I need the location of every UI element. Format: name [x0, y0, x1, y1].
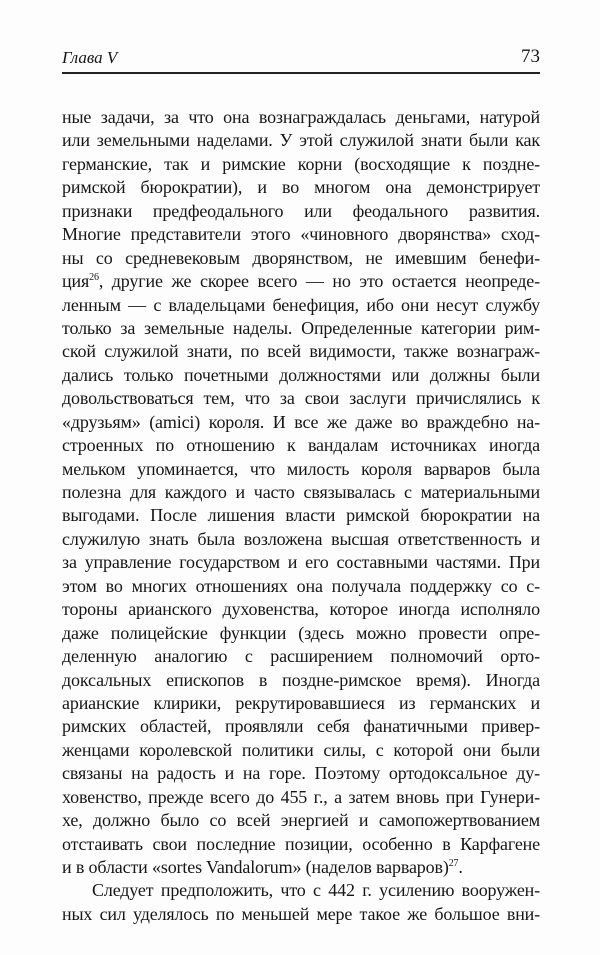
body-text [62, 106, 540, 926]
text-line: ской служилой знати, по всей видимости, также вознаграж- [62, 341, 540, 362]
text-line [62, 270, 540, 293]
text-line: строенных по отношению к вандалам источниках иногда [62, 435, 540, 456]
text-line: мельком упоминается, что милость короля варваров была [62, 458, 540, 479]
text-line: ны со средневековым дворянством, не имевшим бенефи- [62, 247, 540, 268]
text-line: ховенство, прежде всего до 455 г., а затем вновь при Гунери- [62, 786, 540, 807]
text-line: только за земельные наделы. Определенные категории рим- [62, 317, 540, 338]
footnote-marker[interactable]: 26 [89, 272, 99, 284]
text-line: выгодами. После лишения власти римской бюрократии на [62, 505, 540, 526]
text-line: служилую знать была возложена высшая ответственность и [62, 528, 540, 549]
text-segment: и в области «sortes Vandalorum» (наделов варваров) [62, 857, 449, 877]
footnote-marker[interactable]: 27 [448, 858, 459, 869]
text-line: ных сил уделялось по меньшей мере такое же большое вни- [62, 903, 540, 924]
text-line: дались только почетными должностями или должны были [62, 364, 540, 385]
text-line: ные задачи, за что она вознаграждалась деньгами, натурой [62, 107, 540, 127]
running-head [62, 44, 540, 74]
text-line: этом во многих отношениях она получала поддержку со с- [62, 575, 540, 596]
text-line: Следует предположить, что с 442 г. усилению вооружен- [92, 880, 540, 901]
text-line: или земельными наделами. У этой служилой знати были как [62, 130, 540, 151]
text-line: отстаивать свои последние позиции, особенно в Карфагене [62, 833, 540, 854]
text-segment: . [458, 857, 463, 877]
text-line [62, 856, 540, 879]
text-line: связаны на радость и на горе. Поэтому ортодоксальное ду- [62, 763, 540, 784]
text-line: за управление государством и его составными частями. При [62, 552, 540, 573]
text-line: женцами королевской политики силы, с которой они были [62, 739, 540, 760]
text-line: Многие представители этого «чиновного дворянства» сход- [62, 224, 540, 245]
text-line: деленную аналогию с расширением полномочий орто- [62, 646, 540, 667]
text-segment: ция [62, 271, 90, 292]
text-line: довольствоваться тем, что за свои заслуги причислялись к [62, 388, 540, 409]
text-line: тороны арианского духовенства, которое иногда исполняло [62, 599, 540, 620]
text-line: арианские клирики, рекрутировавшиеся из германских и [62, 692, 540, 713]
text-line: хе, должно было со всей энергией и самопожертвованием [62, 810, 540, 831]
text-line: германские, так и римские корни (восходящие к поздне- [62, 153, 540, 174]
text-line: признаки предфеодального или феодального развития. [62, 200, 540, 221]
text-line: «друзьям» (amici) короля. И все же даже во враждебно на- [62, 411, 540, 432]
text-line: даже полицейские функции (здесь можно провести опре- [62, 622, 540, 643]
text-line: римских областей, проявляли себя фанатичными привер- [62, 716, 540, 737]
page-number: 73 [521, 46, 540, 67]
text-line: доксальных епископов в поздне-римское время). Иногда [62, 669, 540, 690]
text-segment: , другие же скорее всего — но это остается неопреде- [98, 271, 540, 292]
text-line: полезна для каждого и часто связывалась с материальными [62, 482, 540, 502]
text-line: римской бюрократии), и во многом она демонстрирует [62, 177, 540, 198]
chapter-title: Глава V [62, 48, 118, 67]
text-line: ленным — с владельцами бенефиция, ибо они несут службу [62, 294, 540, 315]
